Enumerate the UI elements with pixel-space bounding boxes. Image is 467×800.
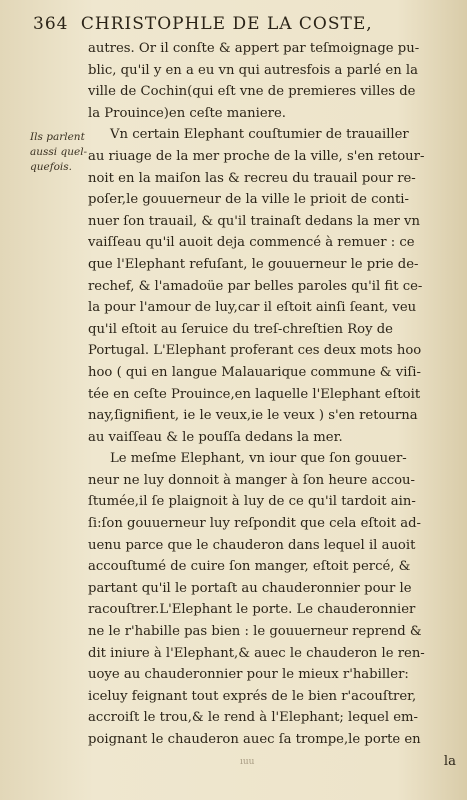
- text-line: noit en la maiſon las & recreu du trauail pour re-: [88, 170, 416, 186]
- paragraph-start-line: Vn certain Elephant couſtumier de trauailler: [110, 127, 409, 143]
- text-line: tée en ceſte Prouince,en laquelle l'Elephant eſtoit: [88, 386, 421, 402]
- text-line: racouſtrer.L'Elephant le porte. Le chauderonnier: [88, 602, 416, 618]
- text-line: iceluy feignant tout exprés de le bien r'acouſtrer,: [88, 688, 417, 704]
- text-line: que l'Elephant refuſant, le gouuerneur le prie de-: [88, 256, 419, 272]
- text-line: nay,ſignifient, ie le veux,ie le veux ) s'en retourna: [88, 408, 418, 424]
- body-text: [88, 38, 456, 772]
- text-line: qu'il eſtoit au ſeruice du treſ-chreſtien Roy de: [88, 321, 393, 337]
- running-header: [33, 14, 463, 34]
- catchword: la: [443, 753, 456, 769]
- text-line: poignant le chauderon auec ſa trompe,le porte en: [88, 732, 421, 747]
- text-line: dit iniure à l'Elephant,& auec le chauderon le ren-: [88, 645, 425, 661]
- text-line: hoo ( qui en langue Malauarique commune & viſi-: [88, 364, 421, 380]
- text-line: au vaiſſeau & le pouſſa dedans la mer.: [88, 429, 343, 445]
- text-line: au riuage de la mer proche de la ville, s'en retour-: [88, 148, 425, 164]
- text-line: ne le r'habille pas bien : le gouuerneur reprend &: [88, 624, 422, 640]
- text-line: vaiſſeau qu'il auoit deja commencé à remuer : ce: [88, 235, 415, 251]
- margin-note-line: quefois.: [30, 161, 72, 173]
- margin-note: [30, 130, 92, 175]
- running-title: CHRISTOPHLE DE LA COSTE,: [80, 14, 373, 34]
- margin-note-line: Ils parlent: [30, 131, 85, 143]
- text-line: autres. Or il conſte & appert par teſmoignage pu-: [88, 41, 420, 56]
- text-line: accroiſt le trou,& le rend à l'Elephant; lequel em-: [88, 710, 418, 726]
- text-line: Portugal. L'Elephant proferant ces deux mots hoo: [88, 343, 422, 359]
- page-number: 364: [33, 14, 69, 34]
- margin-note-line: aussi quel-: [30, 146, 88, 158]
- text-line: la pour l'amour de luy,car il eſtoit ainſi ſeant, veu: [88, 300, 417, 316]
- text-line: rechef, & l'amadoüe par belles paroles qu'il fit ce-: [88, 278, 423, 294]
- paragraph-start-line: Le meſme Elephant, vn iour que ſon gouuer-: [110, 451, 407, 467]
- text-line: uenu parce que le chauderon dans lequel il auoit: [88, 537, 416, 553]
- text-line: partant qu'il le portaſt au chauderonnier pour le: [88, 580, 412, 596]
- text-line: nuer ſon trauail, & qu'il trainaſt dedans la mer vn: [88, 213, 420, 229]
- text-line: accouſtumé de cuire ſon manger, eſtoit percé, &: [88, 559, 411, 575]
- bleed-through-text: ıuu: [240, 757, 255, 767]
- text-line: neur ne luy donnoit à manger à ſon heure accou-: [88, 472, 415, 488]
- text-line: poſer,le gouuerneur de la ville le prioit de conti-: [88, 192, 409, 208]
- text-line: ville de Cochin(qui eſt vne de premieres villes de: [88, 84, 416, 100]
- text-line: la Prouince)en ceſte maniere.: [88, 105, 286, 121]
- text-line: uoye au chauderonnier pour le mieux r'habiller:: [88, 667, 409, 683]
- text-line: blic, qu'il y en a eu vn qui autresfois a parlé en la: [88, 62, 418, 78]
- text-line: ſi:ſon gouuerneur luy reſpondit que cela eſtoit ad-: [88, 516, 421, 532]
- text-line: ſtumée,il ſe plaignoit à luy de ce qu'il tardoit ain-: [88, 494, 416, 510]
